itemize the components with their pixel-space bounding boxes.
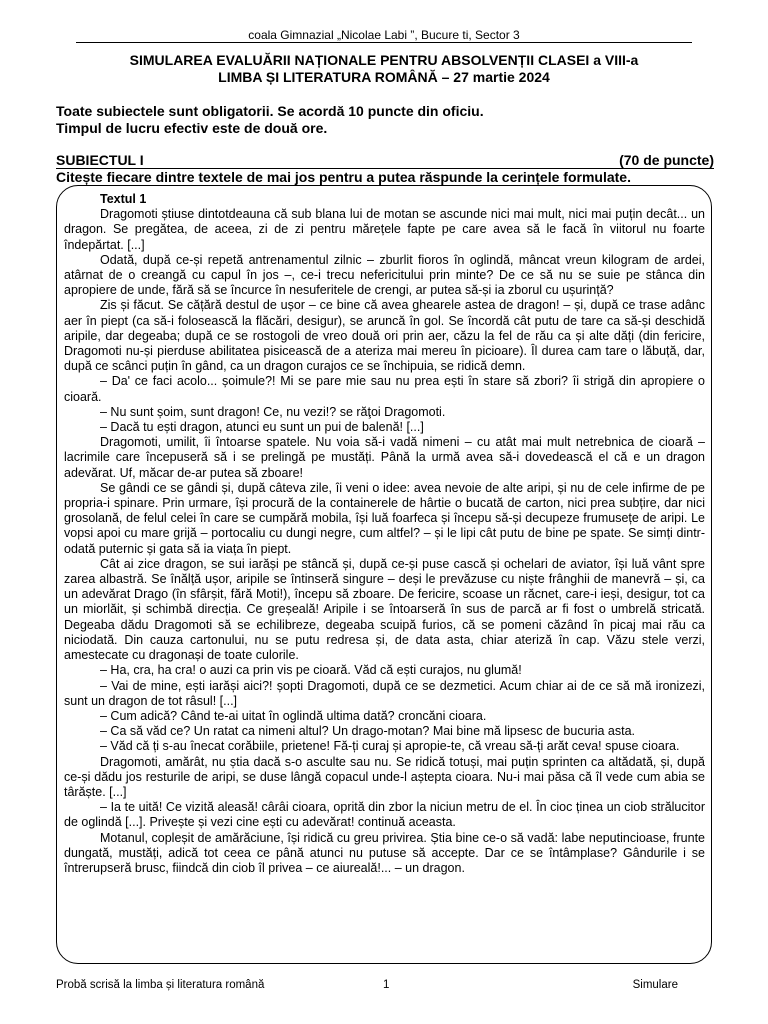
page-footer — [56, 979, 678, 992]
dialogue-line: – Ia te uită! Ce vizită aleasă! cârâi cioara, oprită din zbor la niciun metru de el. În cioc ținea un ciob strălucitor de oglindă [...]. Privește și vezi cine ești cu adevărat! continuă aceasta. — [64, 800, 705, 830]
paragraph: Dragomoti, amărât, nu știa dacă s-o asculte sau nu. Se ridică totuși, mai puțin sprinten ca altădată, și, după ce-și dădu jos resturile de aripi, se duse lângă copacul unde-l aștepta cioara. Nu-i mai păsa că îl vede cum abia se târăște. [...] — [64, 754, 705, 799]
exam-title-line-2: LIMBA ȘI LITERATURA ROMÂNĂ – 27 martie 2024 — [218, 69, 550, 85]
subject-instruction: Citește fiecare dintre textele de mai jos pentru a putea răspunde la cerințele formulate. — [56, 169, 631, 185]
header-rule — [76, 42, 692, 43]
subject-heading — [56, 152, 714, 169]
dialogue-line: – Cum adică? Când te-ai uitat în oglindă ultima dată? croncăni cioara. — [100, 708, 487, 723]
paragraph: Cât ai zice dragon, se sui iarăși pe stâncă și, după ce-și puse cască și ochelari de aviator, își luă vânt spre zarea albastră. Se înălță ușor, aripile se întinseră singure – deși le prevăzuse cu niște frânghii de manevră – și, ca un adevărat Drago (în sfârșit, fără Moti!), începu să zboare. De fericire, scoase un răcnet, care-i ieși, desigur, tot ca un miorlăit, și schimbă direcția. Ce greșeală! Aripile i se întoarseră în sus de parcă ar fi fost o umbrelă stricată. Degeaba dădu Dragomoti să se echilibreze, degeaba scuipă furios, că se pomeni căzând în picaj mai rău ca niciodată. Din cauza cartonului, nu se putu redresa și, de data asta, chiar ateriză în cap. Văzu stele verzi, amestecate cu dragonași de toate culorile. — [64, 556, 705, 663]
dialogue-line: – Vai de mine, ești iarăși aici?! șopti Dragomoti, după ce se dezmetici. Acum chiar ai de ce să mă ironizezi, sunt un dragon de tot râsul! [...] — [64, 678, 705, 708]
footer-right: Simulare — [632, 979, 678, 991]
school-name: coala Gimnazial „Nicolae Labi ”, Bucure ti, Sector 3 — [248, 28, 520, 42]
paragraph: Motanul, copleșit de amărăciune, își ridică cu greu privirea. Știa bine ce-o să vadă: labe neputincioase, frunte dungată, mustăți, adică tot ceea ce până atunci nu putuse să accepte. Dar ce se întâmplase? Gândurile i se întrerupseră brusc, fiindcă din ciob îl privea – ce aiureală!... – un dragon. — [64, 830, 705, 875]
footer-left: Probă scrisă la limba și literatura română — [56, 979, 265, 991]
paragraph: Dragomoti știuse dintotdeauna că sub blana lui de motan se ascunde nici mai mult, nici mai puțin decât... un dragon. Se pregătea, de aceea, zi de zi pentru mărețele fapte pe care avea să le facă în viitorul nu foarte îndepărtat. [...] — [64, 207, 705, 252]
rules-line-2: Timpul de lucru efectiv este de două ore. — [56, 120, 328, 136]
paragraph: Zis și făcut. Se cățără destul de ușor – ce bine că avea ghearele astea de dragon! – și, după ce trase adânc aer în piept (ca să-i folosească la flăcări, desigur), se aruncă în gol. Se încordă cât putu de tare ca să-și deschidă aripile, dar degeaba; după ce se rostogoli de vreo două ori prin aer, căzu la fel de rău ca și alte dăți (din fericire, Dragomoti nu-și pierduse abilitatea pisicească de a ateriza mai mereu în picioare). Îl durea cam tare o lăbuță, dar, după ce scânci puțin în gând, ca un dragon curajos ce se închipuia, se ridică demn. — [64, 298, 705, 374]
dialogue-line: – Văd că ți s-au înecat corăbiile, prietene! Fă-ți curaj și apropie-te, că vreau să-ți arăt ceva! spuse cioara. — [100, 739, 680, 754]
paragraph: Se gândi ce se gândi și, după câteva zile, îi veni o idee: avea nevoie de alte aripi, și nu de cele infirme de pe propria-i spinare. Prin urmare, își procură de la containerele de hârtie o bucată de carton, nici prea subțire, dar nici grosolană, de felul celei în care se cumpără mobila, își luă foarfeca și începu să-și decupeze frumusețe de aripi. Le vopsi apoi cu mare grijă – portocaliu cu dungi negre, cum altfel? – și le lipi cât putu de bine pe spate. Se simți dintr-odată puternic și gata să ia viața în piept. — [64, 480, 705, 556]
text-1-title: Textul 1 — [100, 192, 147, 206]
rules-line-1: Toate subiectele sunt obligatorii. Se acordă 10 puncte din oficiu. — [56, 103, 484, 119]
paragraph: Odată, după ce-și repetă antrenamentul zilnic – zburlit fioros în oglindă, mâncat vreun kilogram de ardei, atârnat de o creangă cu capul în jos –, ce-i trecu nefericitului prin minte? De ce să nu se suie pe stânca din apropiere de unde, fără să se încurce în nesuferitele de crengi, ar putea să-și ia zborul cu ușurință? — [64, 252, 705, 298]
exam-title-line-1: SIMULAREA EVALUĂRII NAȚIONALE PENTRU ABSOLVENȚII CLASEI a VIII-a — [129, 52, 639, 68]
exam-title — [0, 52, 768, 86]
page-number: 1 — [383, 979, 390, 991]
dialogue-line: – Dacă tu ești dragon, atunci eu sunt un pui de balenă! [...] — [100, 420, 424, 435]
subject-label: SUBIECTUL I — [56, 152, 144, 168]
subject-points: (70 de puncte) — [619, 152, 714, 168]
dialogue-line: – Da' ce faci acolo... șoimule?! Mi se pare mie sau nu prea ești în stare să zbori? îi strigă din apropiere o cioară. — [64, 374, 705, 404]
paragraph: Dragomoti, umilit, îi întoarse spatele. Nu voia să-i vadă nimeni – cu atât mai mult netrebnica de cioară – lacrimile care începuseră să i se prelingă pe mustăți. Până la urmă avea să-i dovedească el că e un dragon adevărat. Uf, măcar de-ar putea să zboare! — [64, 435, 705, 480]
dialogue-line: – Ca să văd ce? Un ratat ca nimeni altul? Un drago-motan? Mai bine mă lipsesc de bucuria asta. — [100, 724, 636, 739]
dialogue-line: – Ha, cra, ha cra! o auzi ca prin vis pe cioară. Văd că ești curajos, nu glumă! — [100, 663, 522, 678]
text-1 — [64, 192, 705, 876]
dialogue-line: – Nu sunt șoim, sunt dragon! Ce, nu vezi!? se răţoi Dragomoti. — [100, 404, 446, 419]
exam-rules — [56, 103, 716, 137]
